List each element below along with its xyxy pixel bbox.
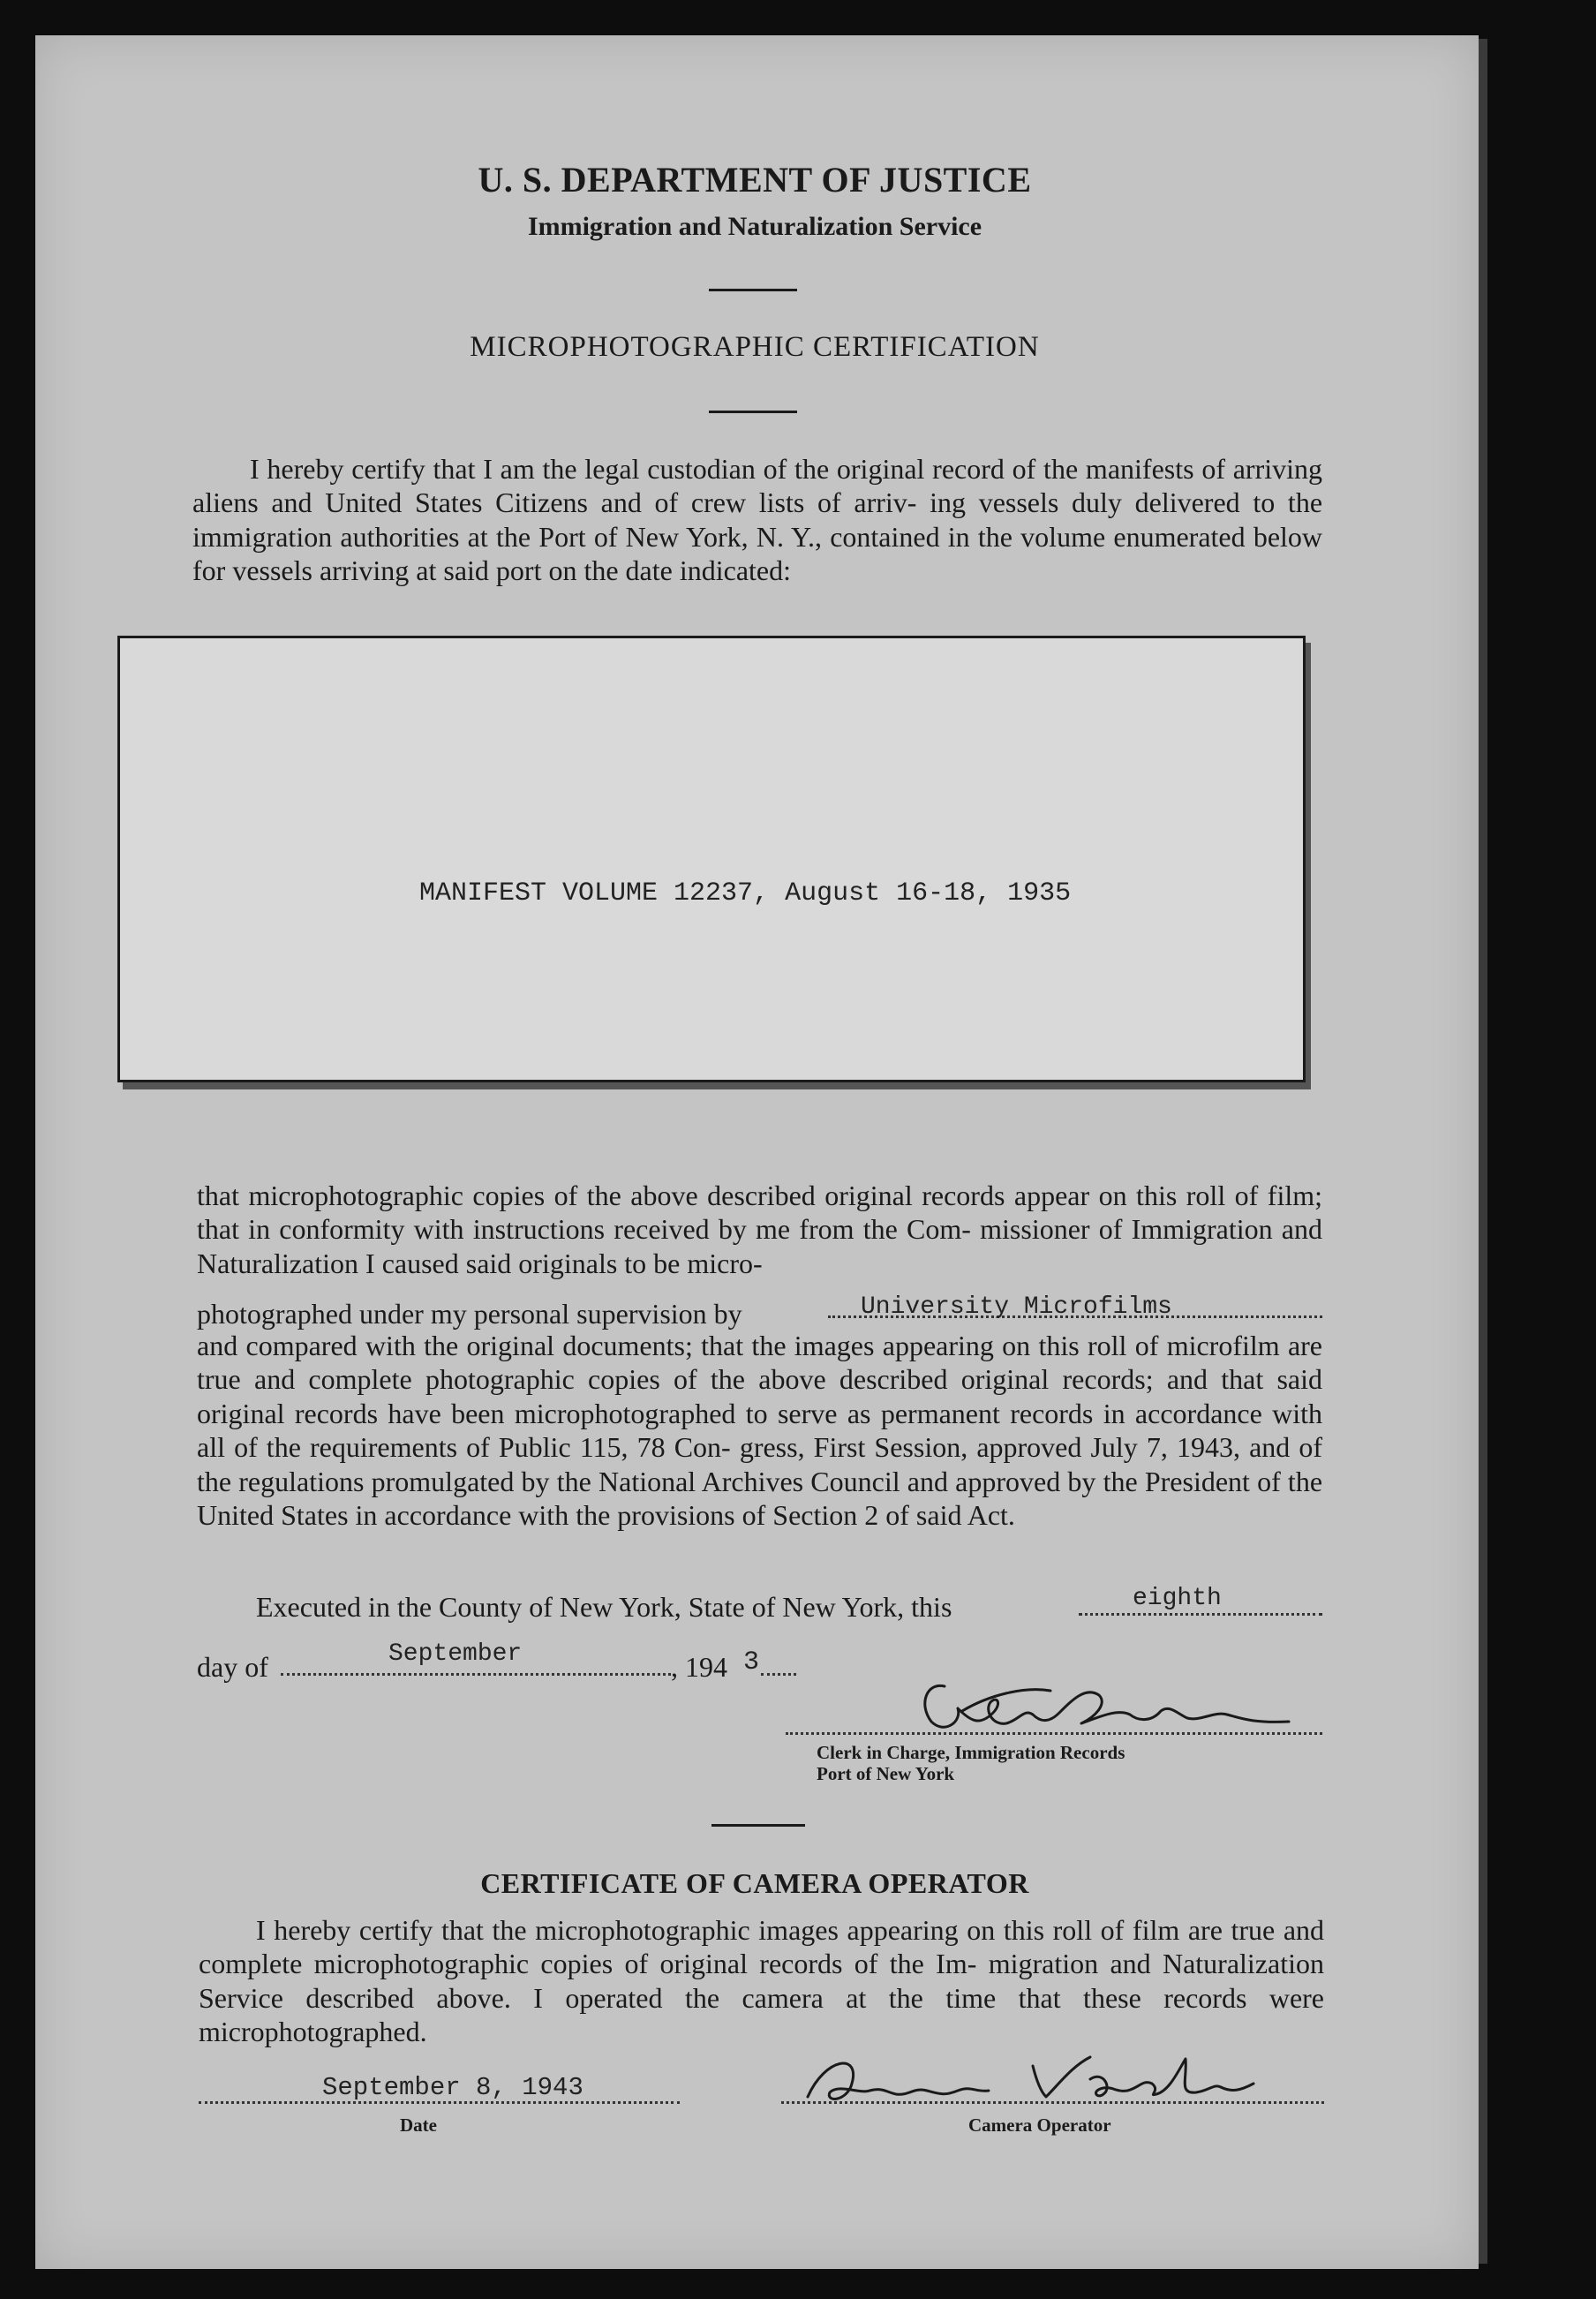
para1-line-4: N. Y., contained in the volume enumerated below for vessels arriving at said port on — [192, 520, 1323, 587]
camera-operator-label: Camera Operator — [968, 2114, 1111, 2136]
para2-after-line-5: gress, First Session, approved July 7, 1943, and of the regulations promulgated by the — [197, 1431, 1323, 1497]
para1-line-2: manifests of arriving aliens and United States Citizens and of crew lists of arriv- — [192, 453, 1323, 519]
service-subheading: Immigration and Naturalization Service — [527, 212, 982, 241]
camera-certificate-paragraph — [199, 1913, 1324, 2049]
header-divider — [709, 289, 797, 291]
supervision-prefix: photographed under my personal supervision by — [197, 1298, 742, 1330]
sheet-edge-shadow — [1479, 39, 1487, 2264]
department-heading: U. S. DEPARTMENT OF JUSTICE — [478, 160, 1032, 200]
camera-date-value: September 8, 1943 — [322, 2073, 583, 2102]
camera-certificate-title: CERTIFICATE OF CAMERA OPERATOR — [480, 1867, 1029, 1899]
manifest-volume-text: MANIFEST VOLUME 12237, August 16-18, 1935 — [419, 878, 1072, 908]
year-prefix: , 194 — [671, 1651, 727, 1683]
supervision-value: University Microfilms — [861, 1293, 1172, 1321]
day-of-label: day of — [197, 1651, 268, 1683]
microphotograph-paragraph-body — [197, 1329, 1322, 1532]
execution-month-value: September — [388, 1640, 523, 1668]
para1-line-5: the date indicated: — [583, 554, 792, 587]
year-digit: 3 — [743, 1647, 760, 1677]
para2-after-line-4: permanent records in accordance with all of the requirements of Public 115, 78 Con- — [197, 1397, 1323, 1464]
clerk-title-line-2: Port of New York — [817, 1763, 955, 1784]
para1-line-3: ing vessels duly delivered to the immigration authorities at the Port of New York, — [192, 486, 1323, 553]
camera-line-2: film are true and complete microphotographic copies of original records of the Im- — [199, 1914, 1325, 1980]
certification-title: MICROPHOTOGRAPHIC CERTIFICATION — [470, 331, 1040, 363]
manifest-inset-slip — [117, 636, 1306, 1082]
camera-line-4: time that these records were microphotographed. — [199, 1981, 1325, 2048]
para2-after-line-6: National Archives Council and approved by the President of the United States in — [197, 1465, 1323, 1532]
custodian-paragraph — [192, 452, 1322, 588]
para2-line-1: that microphotographic copies of the above described original records appear on this — [197, 1180, 1178, 1211]
para2-line-2: roll of film; that in conformity with instructions received by me from the Com- — [197, 1180, 1323, 1246]
para2-line-3: missioner of Immigration and Naturalization I caused said originals to be micro- — [197, 1213, 1323, 1279]
execution-day-fill-line — [1079, 1613, 1322, 1616]
year-fill-line — [761, 1673, 796, 1676]
clerk-title-line-1: Clerk in Charge, Immigration Records — [817, 1742, 1125, 1763]
execution-prefix: Executed in the County of New York, State of New York, this — [256, 1591, 952, 1623]
title-divider — [709, 411, 797, 413]
camera-operator-signature — [799, 2048, 1258, 2110]
clerk-signature — [909, 1660, 1298, 1739]
para2-after-line-1: and compared with the original documents; that the images appearing on this roll of — [197, 1330, 1159, 1361]
section-divider — [711, 1824, 805, 1827]
para2-after-line-3: records; and that said original records have been microphotographed to serve as — [197, 1363, 1323, 1429]
execution-day-value: eighth — [1133, 1585, 1222, 1612]
para2-after-line-7: accordance with the provisions of Section 2 of said Act. — [384, 1499, 1015, 1532]
microphotograph-paragraph-intro — [197, 1179, 1322, 1280]
month-fill-line — [281, 1673, 671, 1676]
para2-after-line-2: microfilm are true and complete photographic copies of the above described original — [197, 1330, 1323, 1396]
camera-line-1: I hereby certify that the microphotographic images appearing on this roll of — [256, 1914, 1125, 1946]
camera-line-3: migration and Naturalization Service described above. I operated the camera at the — [199, 1948, 1325, 2014]
para1-line-1: I hereby certify that I am the legal custodian of the original record of the — [250, 453, 1079, 485]
date-label: Date — [400, 2114, 437, 2136]
